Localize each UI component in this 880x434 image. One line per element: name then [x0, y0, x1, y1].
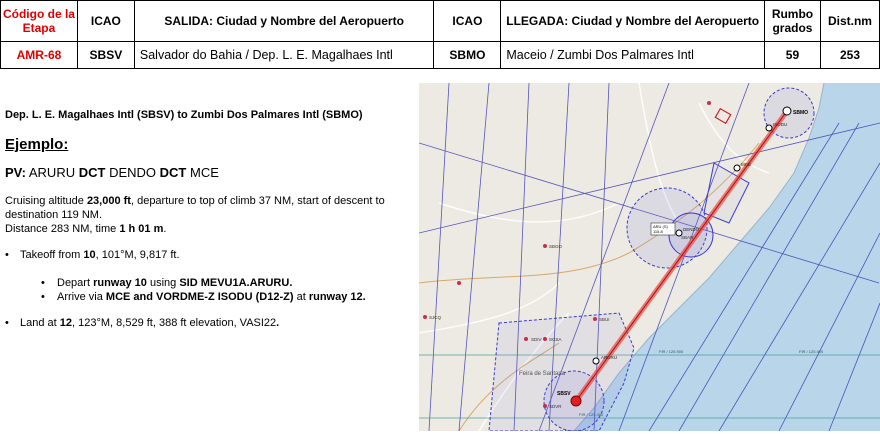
land-prefix: Land at	[20, 317, 60, 329]
airfield-icon	[593, 317, 597, 321]
airport-label: SBUI	[599, 317, 610, 322]
waypoint-label: ISODU	[773, 122, 788, 127]
airfield-icon	[543, 404, 547, 408]
navaid-frequency: 115.8	[653, 229, 663, 234]
distance-prefix: Distance 283 NM, time	[5, 223, 120, 235]
table-row	[1, 42, 880, 69]
airport-label: SJCQ	[429, 315, 442, 320]
depart-mid: using	[146, 277, 180, 289]
takeoff-runway: 10	[83, 249, 96, 261]
land-runway: 12	[59, 317, 73, 329]
depart-prefix: Depart	[57, 277, 94, 289]
heading-value: 59	[765, 42, 821, 69]
airport-label: SBSV	[557, 391, 571, 397]
airfield-icon	[524, 337, 528, 341]
route-waypoint: DENDO	[109, 165, 157, 180]
airfield-icon	[423, 315, 427, 319]
waypoint-marker[interactable]	[734, 165, 740, 171]
example-heading: Ejemplo:	[5, 136, 69, 153]
departure-header: SALIDA: Ciudad y Nombre del Aeropuerto	[134, 1, 434, 42]
route-waypoint: MCE	[190, 165, 219, 180]
navaid-label: ARU (S)	[653, 224, 668, 229]
airport-label: SBGO	[549, 244, 563, 249]
leg-table	[0, 0, 880, 69]
waypoint-label: ARURU	[601, 355, 618, 360]
flight-plan-route	[5, 166, 405, 180]
waypoint-marker[interactable]	[593, 358, 599, 364]
flight-time: 1 h 01 m	[119, 223, 164, 235]
departure-airport: Salvador do Bahia / Dep. L. E. Magalhaes Intl	[134, 42, 434, 69]
arrive-runway: runway 12.	[308, 291, 366, 303]
airport-label: SDIV	[531, 337, 542, 342]
map-canvas[interactable]	[419, 83, 880, 431]
depart-sid: SID MEVU1A.ARURU.	[179, 277, 293, 289]
waypoint-marker[interactable]	[766, 125, 772, 131]
route-briefing	[5, 108, 405, 330]
route-dct: DCT	[78, 165, 106, 180]
arrive-item	[41, 290, 405, 304]
land-rest: , 123°M, 8,529 ft, 388 ft elevation, VASI22	[72, 317, 277, 329]
airport-label: SDVR	[549, 404, 562, 409]
waypoint-label: MCE	[741, 162, 751, 167]
icao-arrival: SBMO	[434, 42, 501, 69]
fir-label: FIR / 125.400	[579, 412, 604, 417]
airport-label: SBMO	[793, 110, 808, 116]
waypoint-label: DENDO	[683, 227, 700, 232]
icao-departure: SBSV	[77, 42, 134, 69]
takeoff-prefix: Takeoff from	[20, 249, 84, 261]
cruise-rest: , departure to top of climb 37 NM, start of descent to destination 119 NM.	[5, 195, 385, 221]
cruise-prefix: Cruising altitude	[5, 195, 87, 207]
table-header-row	[1, 1, 880, 42]
pv-label: PV:	[5, 165, 26, 180]
icao-departure-header: ICAO	[77, 1, 134, 42]
fir-label: FIR / 125.900	[799, 349, 824, 354]
cruise-altitude: 23,000 ft	[86, 195, 131, 207]
airfield-icon	[707, 101, 711, 105]
arrive-via: MCE and VORDME-Z ISODU (D12-Z)	[105, 291, 294, 303]
stage-code: AMR-68	[1, 42, 78, 69]
route-title: Dep. L. E. Magalhaes Intl (SBSV) to Zumbi Dos Palmares Intl (SBMO)	[5, 109, 363, 121]
depart-item	[41, 276, 405, 290]
distance-value: 253	[820, 42, 879, 69]
navaid-aru[interactable]	[651, 223, 675, 235]
airport-label: SBAR	[681, 235, 694, 240]
arrival-header: LLEGADA: Ciudad y Nombre del Aeropuerto	[501, 1, 765, 42]
landing-item	[5, 316, 405, 330]
stage-code-header: Código de la Etapa	[1, 1, 78, 42]
sub-procedure-list	[41, 276, 405, 304]
route-dct: DCT	[159, 165, 187, 180]
distance-header: Dist.nm	[820, 1, 879, 42]
takeoff-item	[5, 248, 405, 262]
cruise-info: Cruising altitude 23,000 ft, departure to top of climb 37 NM, start of descent to destination 119 NM. Distance 283 NM, time 1 h 01 m.	[5, 195, 385, 235]
route-map[interactable]	[419, 83, 880, 431]
route-waypoint: ARURU	[28, 165, 76, 180]
airfield-icon	[457, 281, 461, 285]
heading-header: Rumbo grados	[765, 1, 821, 42]
arrive-prefix: Arrive via	[57, 291, 106, 303]
land-dot: .	[276, 317, 280, 329]
procedure-list	[5, 248, 405, 330]
airfield-icon	[543, 244, 547, 248]
airfield-icon	[543, 337, 547, 341]
icao-arrival-header: ICAO	[434, 1, 501, 42]
city-label: Feira de Santana	[519, 371, 566, 377]
fir-label: FIR / 125.900	[659, 349, 684, 354]
arrival-airport: Maceio / Zumbi Dos Palmares Intl	[501, 42, 765, 69]
takeoff-rest: , 101°M, 9,817 ft.	[95, 249, 180, 261]
depart-runway: runway 10	[93, 277, 147, 289]
airport-label: SGSA	[549, 337, 562, 342]
arrive-mid: at	[293, 291, 309, 303]
